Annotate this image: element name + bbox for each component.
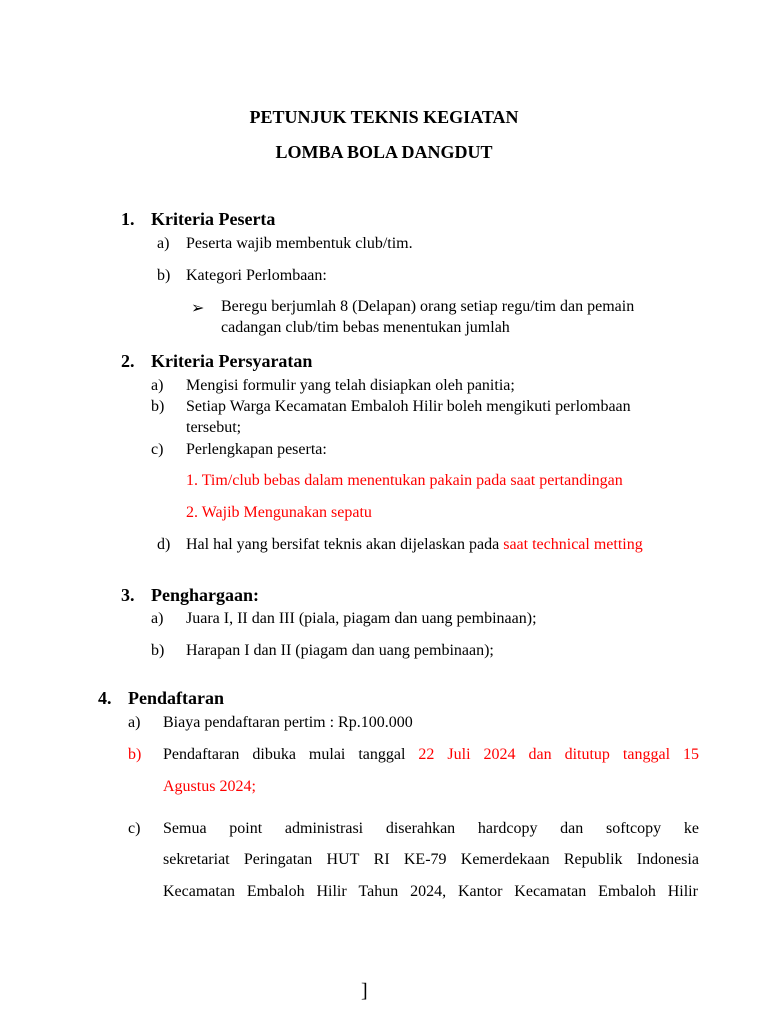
equipment-rule-1: 1. Tim/club bebas dalam menentukan pakain pada saat pertandingan — [186, 472, 623, 489]
sub-word: HUT — [326, 851, 360, 868]
section-1-item-b-marker: b) — [157, 267, 171, 284]
section-2-item-b-line2: tersebut; — [186, 419, 242, 436]
sub-word: KE-79 — [403, 851, 447, 868]
bullet-text-line2: cadangan club/tim bebas menentukan jumlah — [221, 319, 510, 336]
section-4-item-a-text: Biaya pendaftaran pertim : Rp.100.000 — [163, 714, 413, 731]
equipment-rule-2: 2. Wajib Mengunakan sepatu — [186, 504, 372, 521]
section-2-item-a-text: Mengisi formulir yang telah disiapkan oleh panitia; — [186, 377, 515, 394]
reg-date-word: Juli — [447, 746, 471, 763]
reg-date-word: 2024 — [483, 746, 516, 763]
reg-word: Pendaftaran — [163, 746, 240, 763]
reg-date-word: 22 — [418, 746, 435, 763]
sub-word: Kecamatan — [163, 883, 235, 900]
section-2-number: 2. — [121, 351, 135, 371]
sub-word: Hilir — [667, 883, 698, 900]
sub-word: Indonesia — [636, 851, 699, 868]
sub-word: sekretariat — [163, 851, 230, 868]
submission-line1 — [163, 820, 699, 838]
section-2-item-a-marker: a) — [151, 377, 164, 394]
registration-dates-line2: Agustus 2024; — [163, 778, 256, 795]
sub-word: Kecamatan — [514, 883, 587, 900]
sub-word: point — [229, 820, 263, 837]
section-2-item-b-line1: Setiap Warga Kecamatan Embaloh Hilir boleh mengikuti perlombaan — [186, 398, 631, 415]
section-4-number: 4. — [98, 688, 112, 708]
section-2-heading: Kriteria Persyaratan — [151, 351, 313, 371]
sub-word: Kantor — [458, 883, 503, 900]
section-2-item-d-text-black: Hal hal yang bersifat teknis akan dijelaskan pada — [186, 536, 504, 553]
section-2-item-b-marker: b) — [151, 398, 165, 415]
arrow-bullet-icon: ➢ — [191, 300, 205, 317]
registration-dates-line1 — [163, 746, 699, 764]
section-3-item-b-marker: b) — [151, 642, 165, 659]
sub-word: dan — [560, 820, 584, 837]
reg-word: tanggal — [358, 746, 406, 763]
page-footer-mark: ] — [361, 980, 368, 1002]
reg-date-word: dan — [528, 746, 552, 763]
submission-line2 — [163, 851, 699, 869]
sub-word: Republik — [563, 851, 623, 868]
reg-word: mulai — [308, 746, 346, 763]
document-title-line2: LOMBA BOLA DANGDUT — [275, 142, 493, 162]
submission-line3 — [163, 883, 698, 901]
sub-word: diserahkan — [385, 820, 456, 837]
section-4-item-c-marker: c) — [128, 820, 141, 837]
sub-word: Hilir — [316, 883, 347, 900]
section-1-heading: Kriteria Peserta — [151, 209, 276, 229]
sub-word: RI — [373, 851, 390, 868]
sub-word: softcopy — [606, 820, 662, 837]
reg-date-word: 15 — [683, 746, 699, 763]
reg-date-word: ditutup — [564, 746, 610, 763]
section-3-heading: Penghargaan: — [151, 585, 259, 605]
sub-word: 2024, — [410, 883, 447, 900]
sub-word: hardcopy — [477, 820, 538, 837]
sub-word: administrasi — [284, 820, 364, 837]
sub-word: Tahun — [358, 883, 399, 900]
section-1-item-a-text: Peserta wajib membentuk club/tim. — [186, 235, 413, 252]
section-3-number: 3. — [121, 585, 135, 605]
section-1-item-a-marker: a) — [157, 235, 170, 252]
sub-word: Kemerdekaan — [460, 851, 550, 868]
section-1-number: 1. — [121, 209, 135, 229]
section-2-item-d-text-red: saat technical metting — [503, 536, 643, 553]
section-1-item-b-text: Kategori Perlombaan: — [186, 267, 327, 284]
section-2-item-c-marker: c) — [151, 441, 164, 458]
sub-word: Embaloh — [246, 883, 305, 900]
section-4-item-a-marker: a) — [128, 714, 141, 731]
section-2-item-d-text — [186, 536, 643, 554]
reg-date-word: tanggal — [622, 746, 671, 763]
section-4-heading: Pendaftaran — [128, 688, 224, 708]
section-3-item-b-text: Harapan I dan II (piagam dan uang pembinaan); — [186, 642, 494, 659]
section-2-item-d-marker: d) — [157, 536, 171, 553]
reg-word: dibuka — [252, 746, 296, 763]
section-2-item-c-text: Perlengkapan peserta: — [186, 441, 327, 458]
sub-word: Semua — [163, 820, 207, 837]
bullet-text-line1: Beregu berjumlah 8 (Delapan) orang setiap regu/tim dan pemain — [221, 298, 635, 315]
sub-word: ke — [683, 820, 699, 837]
document-title-line1: PETUNJUK TEKNIS KEGIATAN — [249, 107, 519, 127]
section-3-item-a-marker: a) — [151, 610, 164, 627]
section-3-item-a-text: Juara I, II dan III (piala, piagam dan uang pembinaan); — [186, 610, 537, 627]
sub-word: Embaloh — [598, 883, 656, 900]
section-4-item-b-marker: b) — [128, 746, 142, 763]
sub-word: Peringatan — [243, 851, 313, 868]
